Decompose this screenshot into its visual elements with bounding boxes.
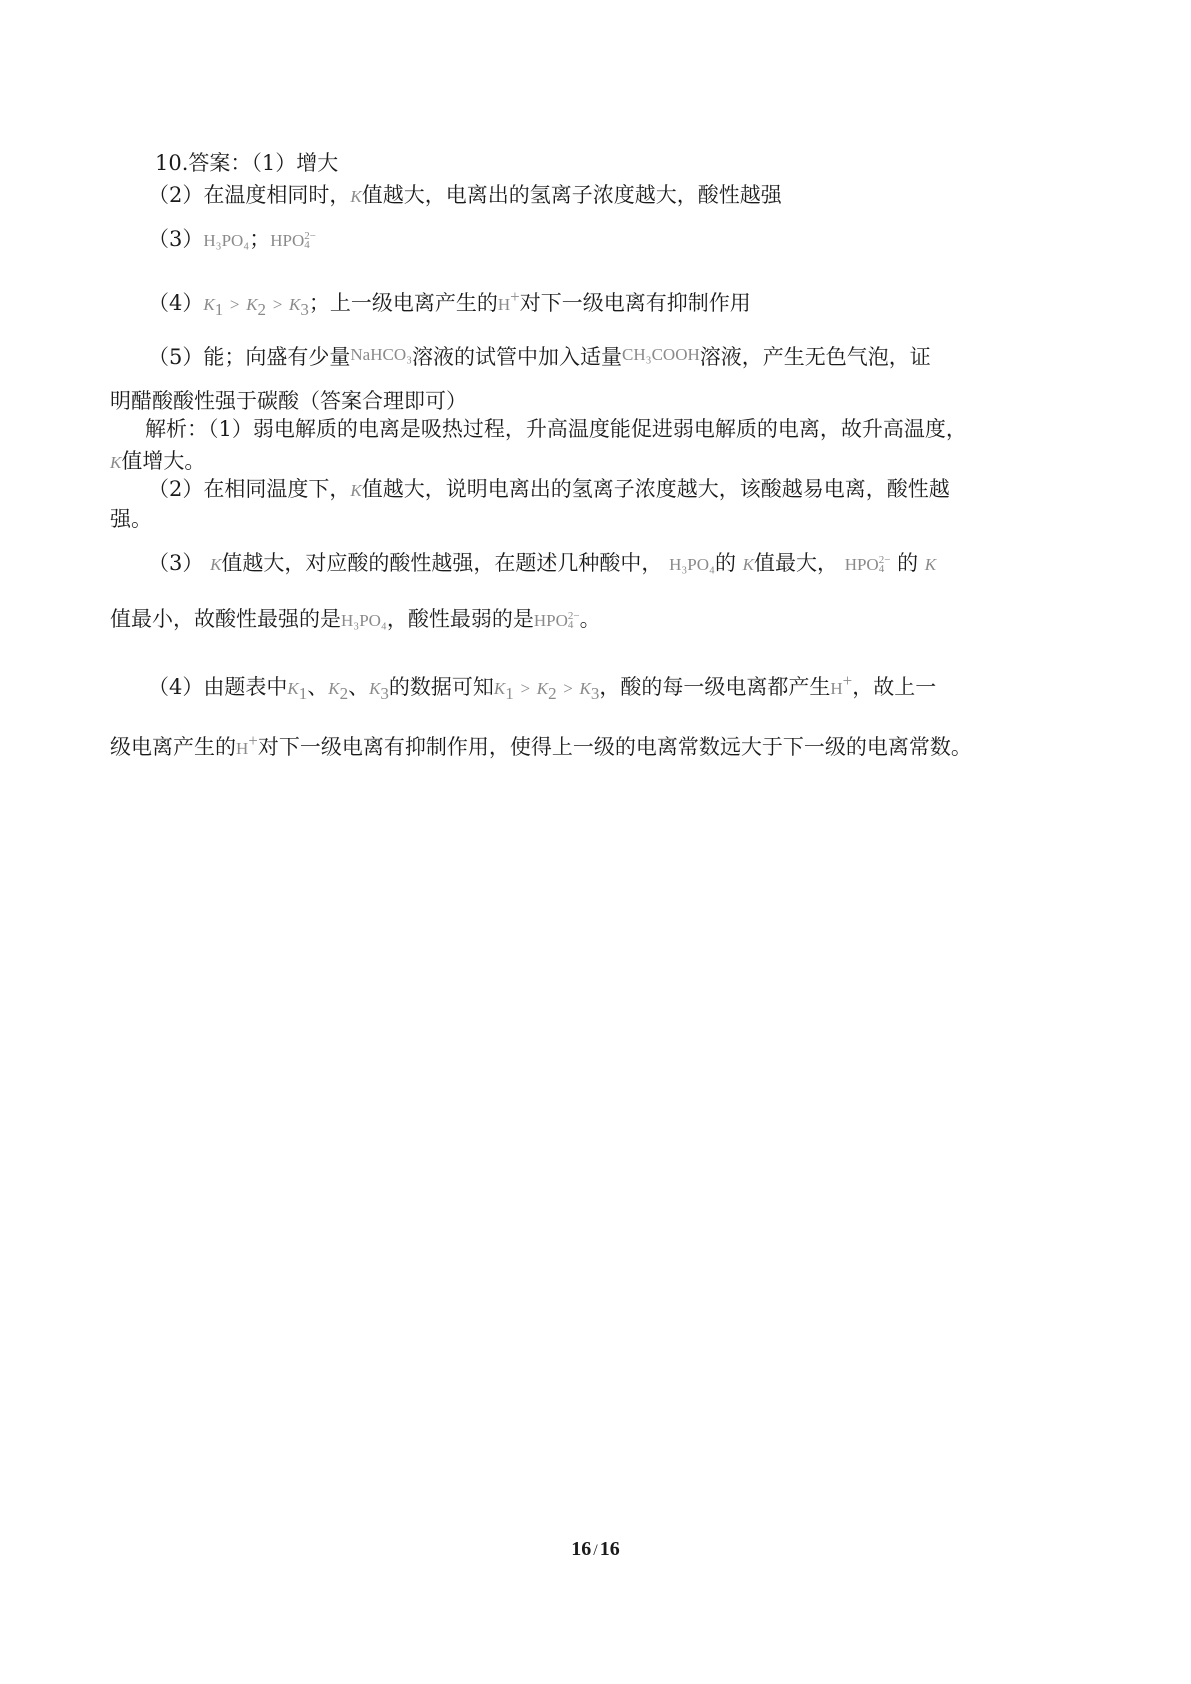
math-HPO4-a3-charge <box>878 553 891 575</box>
math-H: H <box>497 295 511 314</box>
math-H3PO4-a3: H₃PO₄ <box>669 555 715 574</box>
math-HPO4-a3l2: HPO <box>533 611 568 630</box>
analysis-2-text-b: 值越大，说明电离出的氢离子浓度越大，该酸越易电离，酸性越 <box>361 477 950 501</box>
math-HPO4-a3l2-sup: 2− <box>567 609 580 622</box>
analysis-2 <box>148 474 1123 506</box>
analysis-1 <box>145 414 1120 444</box>
math-K-a3b: K <box>742 555 754 574</box>
answer-heading-text: 10.答案：（1）增大 <box>155 151 339 175</box>
answer-5 <box>148 340 1123 372</box>
math-HPO4-sub: 4 <box>304 238 310 251</box>
analysis-1-line2-text: 值增大。 <box>121 449 206 473</box>
answer-heading <box>155 148 1130 178</box>
math-K-a3c: K <box>924 555 937 574</box>
math-H3PO4-a3l2: H₃PO₄ <box>341 611 387 630</box>
answer-3-sep: ； <box>249 227 271 251</box>
analysis-4-sep1: 、 <box>307 675 329 699</box>
math-sub2-a4: 2 <box>339 684 349 704</box>
analysis-4-text-c: ，酸的每一级电离都产生 <box>599 675 831 699</box>
analysis-1-text: 解析：（1）弱电解质的电离是吸热过程，升高温度能促进弱电解质的电离，故升高温度， <box>145 417 967 441</box>
analysis-3-text-d: 的 <box>897 551 919 575</box>
math-sub1: 1 <box>214 300 224 320</box>
page-separator: / <box>593 1542 598 1559</box>
math-Hplus-a4: + <box>842 671 853 690</box>
math-NaHCO3: NaHCO₃ <box>350 345 413 364</box>
analysis-3-line2-a: 值最小，故酸性最强的是 <box>110 607 341 631</box>
math-K2-a4b: K <box>536 679 549 698</box>
answer-4 <box>148 282 1123 325</box>
math-sub1-a4b: 1 <box>505 684 514 704</box>
analysis-4-sep2: 、 <box>348 675 370 699</box>
page-total: 16 <box>599 1538 620 1560</box>
analysis-3-text-c: 值最大， <box>754 551 838 575</box>
math-gt-2: > <box>272 295 283 314</box>
answer-5-text-b: 溶液的试管中加入适量 <box>412 345 623 369</box>
math-sub2-a4b: 2 <box>548 684 557 704</box>
analysis-3-label: （3） <box>148 551 204 575</box>
math-HPO4-a3l2-sub: 4 <box>567 618 574 631</box>
math-gt-a4: > <box>520 679 531 698</box>
answer-4-label: （4） <box>148 291 204 315</box>
answer-5-line2 <box>110 386 1085 416</box>
answer-5-text-a: （5）能；向盛有少量 <box>148 345 351 369</box>
math-gt-a4b: > <box>563 679 573 698</box>
answer-2 <box>148 180 1123 212</box>
analysis-2-line2 <box>110 504 1085 534</box>
math-H-a4: H <box>830 679 843 698</box>
answer-3 <box>148 224 1123 256</box>
math-K1-a4b: K <box>493 679 506 698</box>
math-sub3: 3 <box>300 300 309 320</box>
math-K-a1: K <box>110 453 122 472</box>
math-HPO4-a3-sup: 2− <box>878 553 891 566</box>
math-Hplus: + <box>510 287 520 306</box>
math-gt: > <box>229 295 240 314</box>
math-sub1-a4: 1 <box>298 684 308 704</box>
analysis-4 <box>148 666 1123 709</box>
math-H3PO4: H₃PO₄ <box>203 231 250 250</box>
analysis-3-text-b: 的 <box>714 551 736 575</box>
math-HPO4-charge <box>304 229 316 251</box>
math-sub3-a4: 3 <box>380 684 389 704</box>
analysis-3-text-a: 值越大，对应酸的酸性越强，在题述几种酸中， <box>221 551 663 575</box>
analysis-3 <box>148 548 1123 580</box>
math-HPO4: HPO <box>270 231 305 250</box>
page-current: 16 <box>571 1538 592 1560</box>
math-K2-a4: K <box>328 679 340 698</box>
analysis-2-line2-text: 强。 <box>110 507 152 531</box>
math-K3-a4: K <box>369 679 381 698</box>
math-K: K <box>350 187 362 206</box>
math-H-a4l2: H <box>236 739 249 758</box>
math-HPO4-sup: 2− <box>304 229 316 242</box>
analysis-4-text-a: （4）由题表中 <box>148 675 288 699</box>
math-HPO4-a3l2-charge <box>567 609 580 631</box>
math-K-a2: K <box>350 481 362 500</box>
math-K1-a4: K <box>287 679 299 698</box>
answer-2-text-a: （2）在温度相同时， <box>148 183 351 207</box>
analysis-2-text-a: （2）在相同温度下， <box>148 477 351 501</box>
math-HPO4-a3: HPO <box>844 555 879 574</box>
math-HPO4-a3-sub: 4 <box>878 562 885 575</box>
analysis-3-line2 <box>110 604 1085 636</box>
answer-4-text-b: 对下一级电离有抑制作用 <box>519 291 751 315</box>
math-CH3COOH: CH₃COOH <box>622 345 700 364</box>
analysis-3-line2-b: ，酸性最弱的是 <box>386 607 534 631</box>
math-sub3-a4b: 3 <box>590 684 600 704</box>
answer-5-line2-text: 明醋酸酸性强于碳酸（答案合理即可） <box>110 389 467 413</box>
page-number <box>0 1538 1191 1561</box>
analysis-4-line2-b: 对下一级电离有抑制作用，使得上一级的电离常数远大于下一级的电离常数。 <box>257 735 972 759</box>
math-K3-a4b: K <box>579 679 591 698</box>
answer-3-label: （3） <box>148 227 204 251</box>
analysis-4-line2-a: 级电离产生的 <box>110 735 236 759</box>
math-sub2: 2 <box>257 300 267 320</box>
answer-5-text-c: 溶液，产生无色气泡，证 <box>699 345 931 369</box>
analysis-4-text-d: ，故上一 <box>852 675 937 699</box>
analysis-4-line2 <box>110 726 1085 764</box>
math-K3: K <box>289 295 301 314</box>
analysis-3-line2-c: 。 <box>579 607 601 631</box>
analysis-4-text-b: 的数据可知 <box>388 675 494 699</box>
answer-2-text-b: 值越大，电离出的氢离子浓度越大，酸性越强 <box>361 183 782 207</box>
math-Hplus-a4l2: + <box>248 731 258 750</box>
math-K1: K <box>203 295 215 314</box>
answer-4-text-a: ；上一级电离产生的 <box>308 291 498 315</box>
math-K-a3: K <box>210 555 222 574</box>
math-K2: K <box>246 295 258 314</box>
